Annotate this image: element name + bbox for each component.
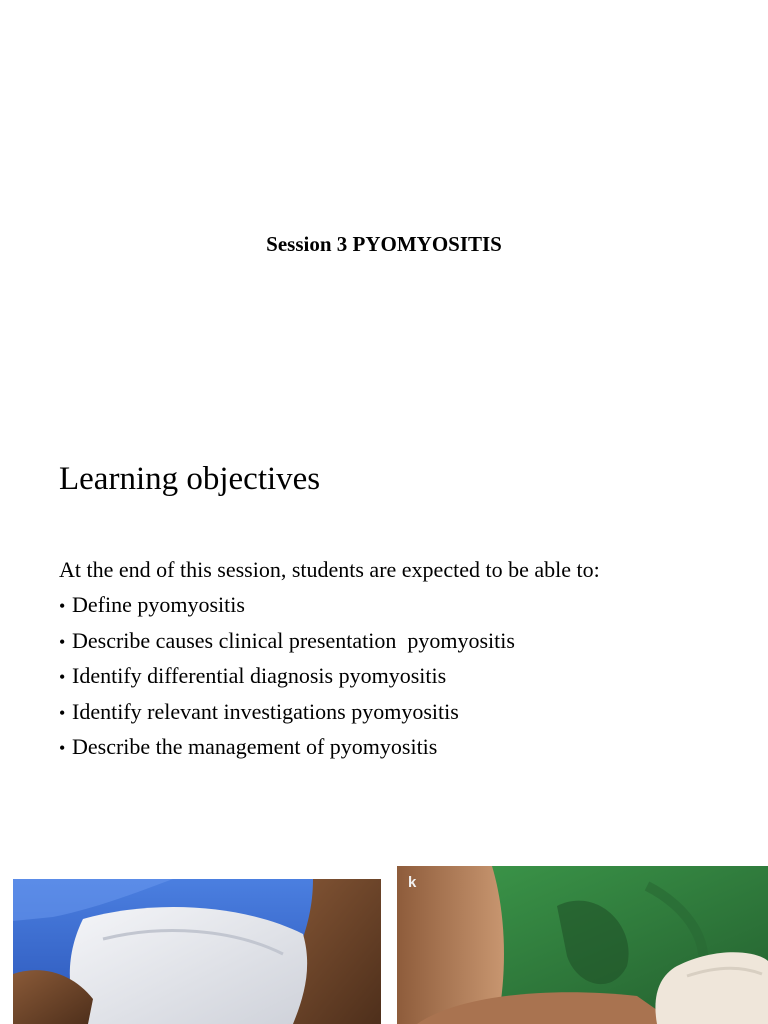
bullet-icon: • bbox=[59, 596, 66, 616]
objective-text: Identify differential diagnosis pyomyositis bbox=[72, 663, 447, 688]
objective-text: Define pyomyositis bbox=[72, 592, 245, 617]
objective-item bbox=[59, 662, 515, 698]
objective-text: Describe causes clinical presentation pyomyositis bbox=[72, 627, 515, 653]
objective-item bbox=[59, 591, 515, 627]
objective-text: Identify relevant investigations pyomyositis bbox=[72, 698, 459, 724]
slide-title: Session 3 PYOMYOSITIS bbox=[266, 232, 502, 256]
clinical-photo-left bbox=[13, 879, 381, 1024]
clinical-photo-right bbox=[397, 866, 768, 1024]
objectives-list bbox=[59, 591, 515, 769]
bullet-icon: • bbox=[59, 702, 66, 723]
objective-item bbox=[59, 627, 515, 663]
objective-item bbox=[59, 698, 515, 734]
objective-text: Describe the management of pyomyositis bbox=[72, 734, 438, 759]
clinical-photo-left-image bbox=[13, 879, 381, 1024]
objective-item bbox=[59, 733, 515, 769]
objectives-heading: Learning objectives bbox=[59, 461, 321, 497]
objectives-intro: At the end of this session, students are expected to be able to: bbox=[59, 557, 600, 582]
bullet-icon: • bbox=[59, 667, 66, 687]
bullet-icon: • bbox=[59, 738, 66, 758]
bullet-icon: • bbox=[59, 631, 66, 652]
clinical-photo-right-image bbox=[397, 866, 768, 1024]
photo-label: k bbox=[408, 874, 417, 891]
